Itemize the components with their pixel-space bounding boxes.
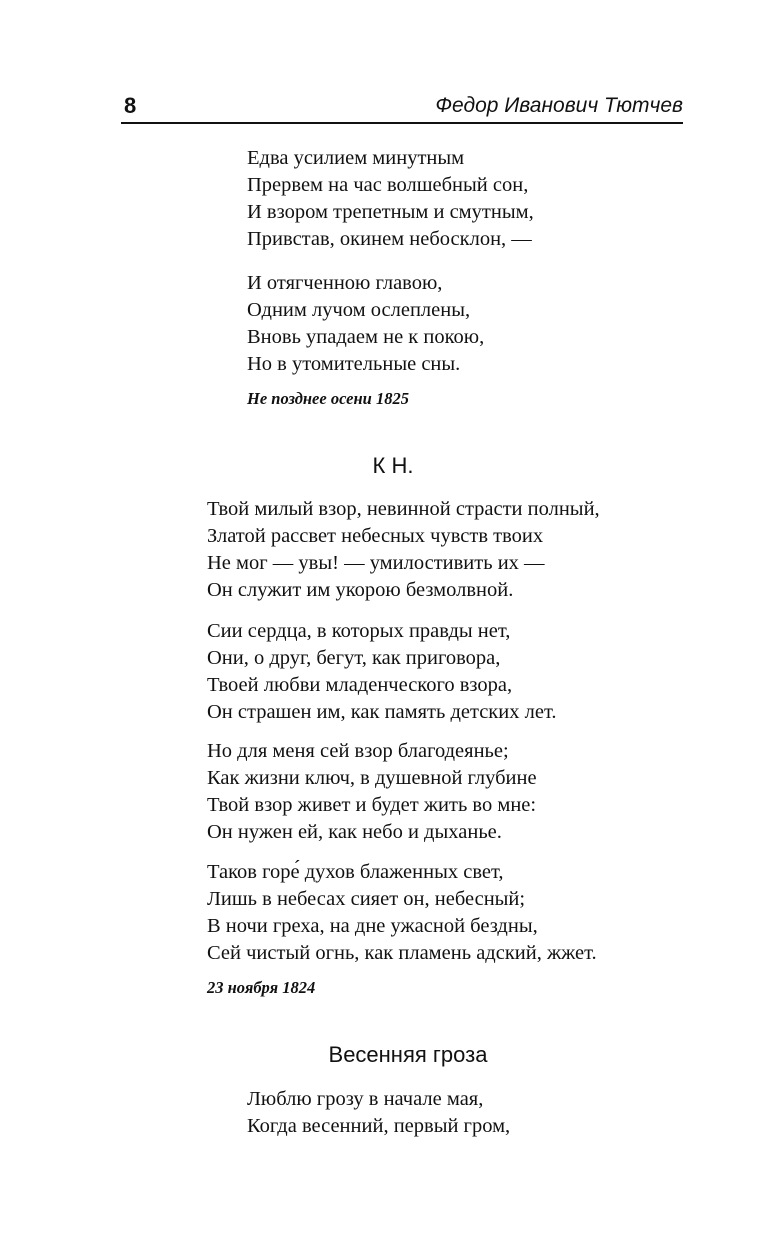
verse-line: Таков горе́ духов блаженных свет,: [207, 861, 504, 883]
stanza: [207, 618, 556, 726]
verse-line: Сии сердца, в которых правды нет,: [207, 620, 511, 642]
verse-line: Одним лучом ослеплены,: [247, 299, 471, 321]
verse-line: Лишь в небесах сияет он, небесный;: [207, 888, 526, 910]
stanza: [207, 738, 537, 846]
poem-title: К Н.: [372, 453, 414, 478]
page-number: 8: [124, 93, 137, 118]
verse-line: Твой милый взор, невинной страсти полный,: [207, 498, 600, 520]
verse-line: Как жизни ключ, в душевной глубине: [207, 767, 537, 789]
poem-date: Не позднее осени 1825: [247, 389, 409, 408]
verse-line: Он служит им укорою безмолвной.: [207, 579, 514, 601]
verse-line: Он страшен им, как память детских лет.: [207, 701, 557, 723]
running-head: Федор Иванович Тютчев: [435, 94, 683, 117]
verse-line: Вновь упадаем не к покою,: [247, 326, 485, 348]
verse-line: Но в утомительные сны.: [247, 353, 461, 375]
stanza: [247, 270, 484, 378]
verse-line: И взором трепетным и смутным,: [247, 201, 534, 223]
verse-line: Твоей любви младенческого взора,: [207, 674, 513, 696]
verse-line: Люблю грозу в начале мая,: [247, 1088, 484, 1110]
stanza: [207, 859, 597, 967]
page-header: [121, 92, 683, 124]
stanza: [247, 1086, 510, 1140]
verse-line: Твой взор живет и будет жить во мне:: [207, 794, 537, 816]
verse-line: Когда весенний, первый гром,: [247, 1115, 511, 1137]
verse-line: В ночи греха, на дне ужасной бездны,: [207, 915, 538, 937]
verse-line: Привстав, окинем небосклон, —: [247, 228, 532, 250]
poem-date: 23 ноября 1824: [207, 978, 316, 997]
verse-line: Но для меня сей взор благодеянье;: [207, 740, 509, 762]
stanza: [247, 145, 534, 253]
verse-line: Они, о друг, бегут, как приговора,: [207, 647, 501, 669]
verse-line: Златой рассвет небесных чувств твоих: [207, 525, 544, 547]
verse-line: Не мог — увы! — умилостивить их —: [207, 552, 545, 574]
verse-line: Он нужен ей, как небо и дыханье.: [207, 821, 502, 843]
poem-title: Весенняя гроза: [328, 1042, 488, 1067]
verse-line: Прервем на час волшебный сон,: [247, 174, 529, 196]
verse-line: Сей чистый огнь, как пламень адский, жжет.: [207, 942, 597, 964]
verse-line: И отягченною главою,: [247, 272, 443, 294]
stanza: [207, 496, 600, 604]
verse-line: Едва усилием минутным: [247, 147, 465, 169]
